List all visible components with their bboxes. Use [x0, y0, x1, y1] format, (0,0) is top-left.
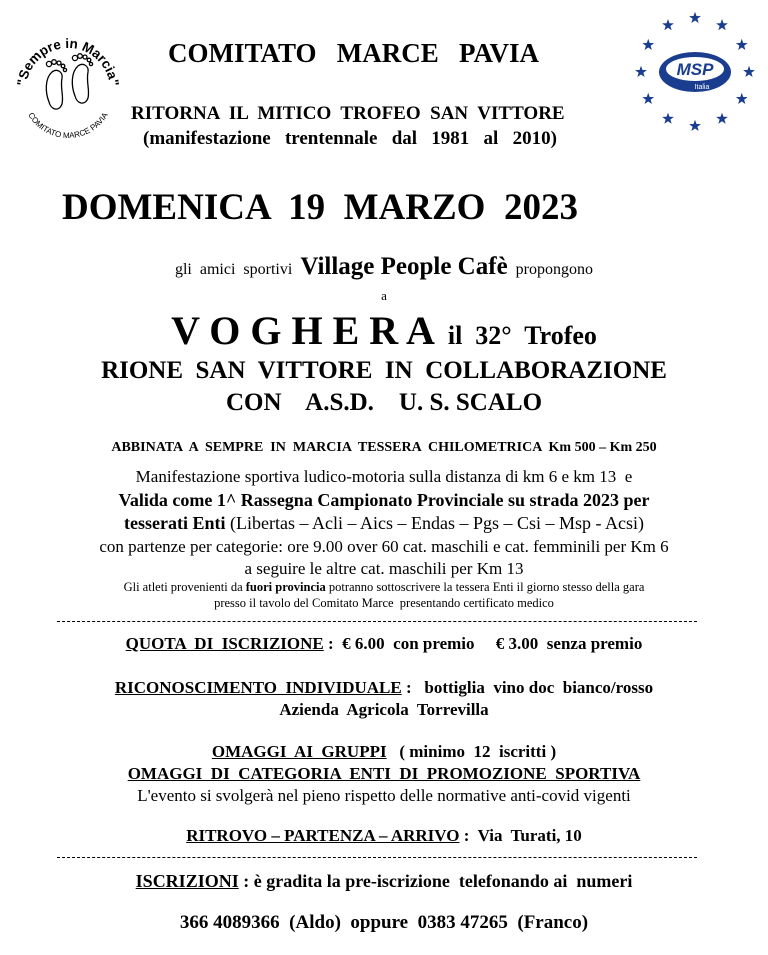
riconoscimento-label: RICONOSCIMENTO INDIVIDUALE: [114, 678, 402, 697]
intro-post: propongono: [507, 261, 593, 278]
description-note1: [0, 580, 768, 595]
logo-left-top-text: "Sempre in Marcia": [14, 35, 122, 87]
omaggi-gruppi-label: OMAGGI AI GRUPPI: [211, 742, 387, 761]
intro-pre: gli amici sportivi: [174, 261, 301, 278]
iscrizioni-label: ISCRIZIONI: [135, 871, 239, 891]
event-trophy: il 32° Trofeo: [434, 321, 597, 350]
logo-right-main-text: MSP: [676, 60, 714, 79]
footprints-icon: [46, 54, 92, 109]
star-icon: [662, 19, 674, 30]
star-icon: [642, 93, 654, 104]
iscrizioni-line: [0, 871, 768, 892]
star-icon: [642, 39, 654, 50]
star-icon: [689, 120, 701, 131]
star-icon: [716, 113, 728, 124]
divider-top: [57, 621, 697, 622]
star-icon: [736, 93, 748, 104]
divider-bottom: [57, 857, 697, 858]
star-icon: [689, 12, 701, 23]
quota-line: [0, 634, 768, 654]
riconoscimento-line: [0, 678, 768, 698]
description-line3-rest: (Libertas – Acli – Aics – Endas – Pgs – Csi – Msp - Acsi): [225, 513, 644, 533]
intro-line: [0, 253, 768, 281]
description-line5: a seguire le altre cat. maschili per Km 13: [244, 559, 524, 578]
ritrovo-label: RITROVO – PARTENZA – ARRIVO: [186, 826, 460, 845]
riconoscimento-line2: Azienda Agricola Torrevilla: [279, 700, 489, 719]
header-title: COMITATO MARCE PAVIA: [168, 38, 540, 68]
phone-numbers: 366 4089366 (Aldo) oppure 0383 47265 (Franco): [179, 912, 589, 933]
description-line4: con partenze per categorie: ore 9.00 over 60 cat. maschili e cat. femminili per Km 6: [99, 537, 669, 556]
omaggi-gruppi-line: [0, 742, 768, 762]
msp-italia-logo: [630, 8, 758, 136]
star-icon: [743, 66, 755, 77]
intro-a: a: [381, 288, 387, 303]
abbinata-line: ABBINATA A SEMPRE IN MARCIA TESSERA CHILOMETRICA Km 500 – Km 250: [111, 440, 657, 455]
description-line3-bold: tesserati Enti: [124, 513, 226, 533]
description-line2: Valida come 1^ Rassegna Campionato Provinciale su strada 2023 per: [118, 490, 650, 510]
star-icon: [662, 113, 674, 124]
description-line3: [0, 513, 768, 534]
event-line2: RIONE SAN VITTORE IN COLLABORAZIONE: [101, 357, 667, 384]
logo-left-bottom-text: COMITATO MARCE PAVIA: [26, 110, 110, 138]
description-note2: presso il tavolo del Comitato Marce presentando certificato medico: [214, 596, 554, 610]
svg-text:COMITATO MARCE PAVIA: [26, 110, 110, 138]
star-icon: [736, 39, 748, 50]
note1-pre: Gli atleti provenienti da: [123, 580, 246, 594]
event-city: V O G H E R A: [171, 308, 435, 353]
iscrizioni-value: : è gradita la pre-iscrizione telefonando ai numeri: [238, 871, 633, 891]
organizer-name: Village People Cafè: [300, 253, 508, 280]
event-title: [0, 307, 768, 354]
logo-right-sub-text: Italia: [694, 84, 710, 91]
note1-post: potranno sottoscrivere la tessera Enti il giorno stesso della gara: [325, 580, 645, 594]
quota-label: QUOTA DI ISCRIZIONE: [125, 634, 324, 653]
ritrovo-line: [0, 826, 768, 846]
note1-bold: fuori provincia: [245, 580, 326, 594]
riconoscimento-value: : bottiglia vino doc bianco/rosso: [401, 678, 654, 697]
event-line3: CON A.S.D. U. S. SCALO: [225, 389, 543, 416]
star-icon: [635, 66, 647, 77]
omaggi-gruppi-note: ( minimo 12 iscritti ): [386, 742, 557, 761]
svg-text:"Sempre in Marcia": [14, 36, 122, 87]
ritrovo-value: : Via Turati, 10: [459, 826, 582, 845]
header-line1: RITORNA IL MITICO TROFEO SAN VITTORE: [131, 103, 565, 124]
quota-value: : € 6.00 con premio € 3.00 senza premio: [323, 634, 643, 653]
covid-note: L'evento si svolgerà nel pieno rispetto delle normative anti-covid vigenti: [137, 786, 631, 805]
star-icon: [716, 19, 728, 30]
sempre-in-marcia-logo: [12, 30, 124, 138]
omaggi-categoria-line: OMAGGI DI CATEGORIA ENTI DI PROMOZIONE SPORTIVA: [127, 764, 641, 783]
event-date: DOMENICA 19 MARZO 2023: [62, 187, 578, 228]
description-line1: Manifestazione sportiva ludico-motoria sulla distanza di km 6 e km 13 e: [135, 467, 633, 486]
header-line2: (manifestazione trentennale dal 1981 al 2010): [143, 128, 557, 149]
